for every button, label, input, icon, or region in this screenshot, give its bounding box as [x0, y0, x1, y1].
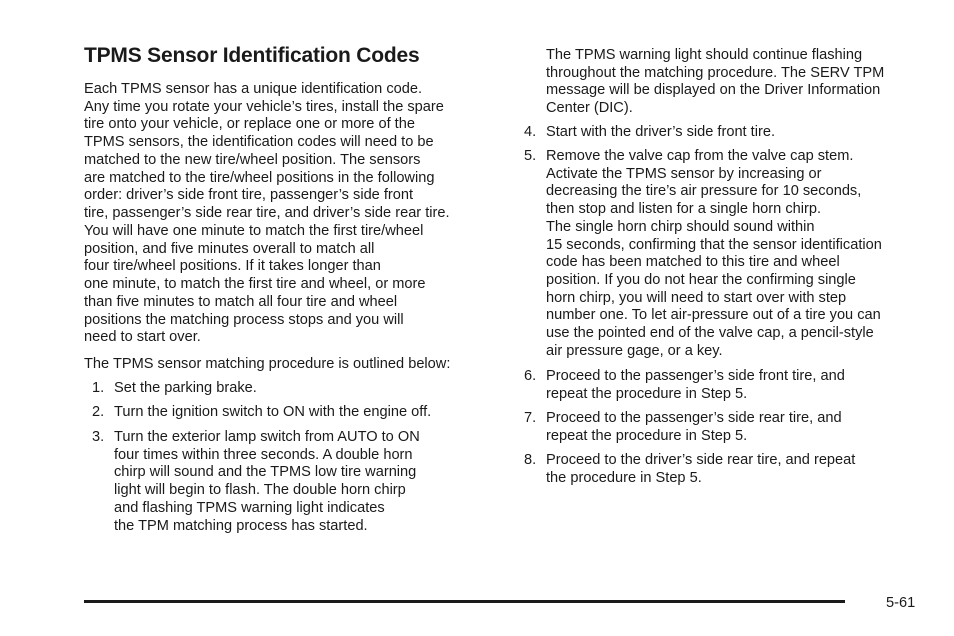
text-line: four tire/wheel positions. If it takes longer than	[84, 258, 381, 275]
text-line: need to start over.	[84, 329, 201, 346]
page-number: 5-61	[886, 595, 916, 611]
text-line: Proceed to the passenger’s side front tire, and	[546, 368, 845, 384]
text-line: 15 seconds, confirming that the sensor identification	[546, 236, 882, 253]
step-number: 1.	[92, 380, 105, 396]
text-line: Turn the exterior lamp switch from AUTO to ON	[114, 429, 420, 445]
text-line: message will be displayed on the Driver Information	[546, 82, 881, 99]
text-line: use the pointed end of the valve cap, a pencil-style	[546, 325, 874, 341]
text-line: repeat the procedure in Step 5.	[546, 427, 748, 444]
text-line: Any time you rotate your vehicle’s tires, install the spare	[84, 98, 444, 115]
text-line: and flashing TPMS warning light indicates	[114, 499, 385, 516]
text-line: light will begin to flash. The double horn chirp	[114, 482, 406, 499]
text-line: matched to the new tire/wheel position. The sensors	[84, 151, 421, 168]
text-line: Center (DIC).	[546, 100, 633, 117]
footer-rule	[84, 600, 845, 603]
text-line: code has been matched to this tire and wheel	[546, 254, 840, 271]
text-line: the TPM matching process has started.	[114, 517, 368, 534]
text-line: Activate the TPMS sensor by increasing or	[546, 165, 822, 182]
text-line: Proceed to the passenger’s side rear tire, and	[546, 410, 842, 426]
text-line: than five minutes to match all four tire and wheel	[84, 293, 398, 310]
text-line: Each TPMS sensor has a unique identification code.	[84, 81, 423, 97]
text-line: Proceed to the driver’s side rear tire, and repeat	[546, 452, 856, 468]
step-number: 8.	[524, 452, 537, 468]
text-line: the procedure in Step 5.	[546, 469, 702, 486]
step-number: 7.	[524, 410, 537, 426]
text-line: You will have one minute to match the first tire/wheel	[84, 223, 424, 239]
text-line: four times within three seconds. A double horn	[114, 446, 413, 463]
text-line: Remove the valve cap from the valve cap stem.	[546, 148, 854, 164]
text-line: chirp will sound and the TPMS low tire warning	[114, 464, 417, 481]
text-line: Set the parking brake.	[114, 380, 257, 396]
step-number: 6.	[524, 368, 537, 384]
text-line: Turn the ignition switch to ON with the engine off.	[114, 404, 432, 420]
text-line: repeat the procedure in Step 5.	[546, 385, 748, 402]
step-number: 2.	[92, 404, 105, 420]
step-number: 5.	[524, 148, 537, 164]
step-number: 4.	[524, 124, 537, 140]
text-line: Start with the driver’s side front tire.	[546, 124, 775, 140]
text-line: position, and five minutes overall to match all	[84, 240, 375, 257]
text-line: position. If you do not hear the confirming single	[546, 271, 856, 288]
text-line: number one. To let air-pressure out of a tire you can	[546, 307, 881, 324]
text-line: horn chirp, you will need to start over with step	[546, 289, 847, 306]
text-line: throughout the matching procedure. The SERV TPM	[546, 64, 885, 81]
text-line: TPMS sensors, the identification codes will need to be	[84, 134, 434, 151]
text-line: tire onto your vehicle, or replace one or more of the	[84, 116, 415, 133]
text-line: tire, passenger’s side rear tire, and driver’s side rear tire.	[84, 204, 450, 221]
step-number: 3.	[92, 429, 105, 445]
text-line: decreasing the tire’s air pressure for 10 seconds,	[546, 183, 862, 200]
text-line: one minute, to match the first tire and wheel, or more	[84, 276, 426, 293]
text-line: order: driver’s side front tire, passenger’s side front	[84, 187, 414, 204]
section-title: TPMS Sensor Identification Codes	[84, 44, 420, 67]
text-line: air pressure gage, or a key.	[546, 342, 723, 359]
text-line: The TPMS warning light should continue flashing	[546, 47, 863, 63]
text-line: positions the matching process stops and you will	[84, 311, 404, 328]
text-line: The TPMS sensor matching procedure is outlined below:	[84, 356, 451, 372]
text-line: are matched to the tire/wheel positions in the following	[84, 169, 435, 186]
text-line: then stop and listen for a single horn chirp.	[546, 201, 822, 218]
text-line: The single horn chirp should sound within	[546, 218, 815, 235]
